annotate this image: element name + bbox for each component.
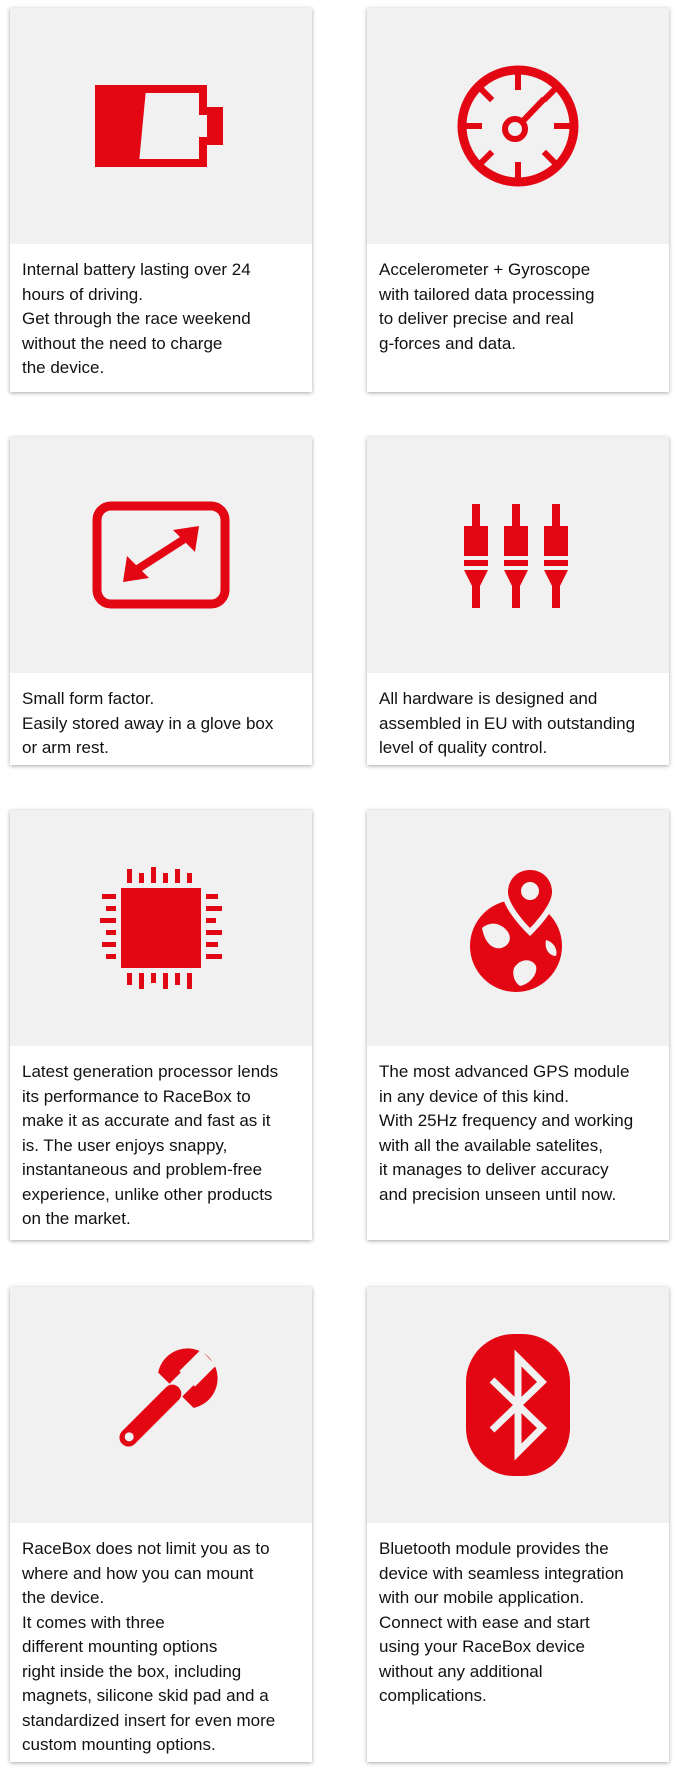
battery-icon bbox=[91, 81, 231, 171]
gps-globe-icon bbox=[458, 858, 578, 998]
gauge-icon bbox=[453, 61, 583, 191]
feature-card-battery bbox=[10, 8, 312, 392]
icon-area bbox=[10, 810, 312, 1046]
feature-card-processor bbox=[10, 810, 312, 1240]
feature-description: Internal battery lasting over 24 hours of driving. Get through the race weekend without the need to charge the device. bbox=[22, 260, 251, 377]
feature-card-mounting bbox=[10, 1287, 312, 1762]
feature-card-gps bbox=[367, 810, 669, 1240]
expand-icon bbox=[91, 500, 231, 610]
feature-description: Bluetooth module provides the device with seamless integration with our mobile application. Connect with ease and start using your RaceBox device without any additional complications. bbox=[379, 1539, 624, 1705]
feature-description: RaceBox does not limit you as to where and how you can mount the device. It comes with three different mounting options right inside the box, including magnets, silicone skid pad and a standardized insert for even more custom mounting options. bbox=[22, 1539, 276, 1754]
feature-description: Latest generation processor lends its performance to RaceBox to make it as accurate and fast as it is. The user enjoys snappy, instantaneous and problem-free experience, unlike other products on the market. bbox=[22, 1062, 279, 1228]
icon-area bbox=[367, 8, 669, 244]
feature-description: Small form factor. Easily stored away in a glove box or arm rest. bbox=[22, 689, 274, 757]
feature-description: Accelerometer + Gyroscope with tailored data processing to deliver precise and real g-forces and data. bbox=[379, 260, 595, 353]
icon-area bbox=[367, 810, 669, 1046]
feature-card-hardware bbox=[367, 437, 669, 765]
feature-card-bluetooth bbox=[367, 1287, 669, 1762]
wrench-icon bbox=[86, 1330, 236, 1480]
feature-card-form-factor bbox=[10, 437, 312, 765]
icon-area bbox=[10, 437, 312, 673]
icon-area bbox=[367, 437, 669, 673]
icon-area bbox=[10, 8, 312, 244]
feature-description: All hardware is designed and assembled in EU with outstanding level of quality control. bbox=[379, 689, 636, 757]
icon-area bbox=[10, 1287, 312, 1523]
feature-card-sensors bbox=[367, 8, 669, 392]
connectors-icon bbox=[458, 500, 578, 610]
icon-area bbox=[367, 1287, 669, 1523]
processor-chip-icon bbox=[96, 863, 226, 993]
feature-description: The most advanced GPS module in any device of this kind. With 25Hz frequency and working with all the available satelites, it manages to deliver accuracy and precision unseen until now. bbox=[379, 1062, 634, 1204]
bluetooth-icon bbox=[458, 1330, 578, 1480]
